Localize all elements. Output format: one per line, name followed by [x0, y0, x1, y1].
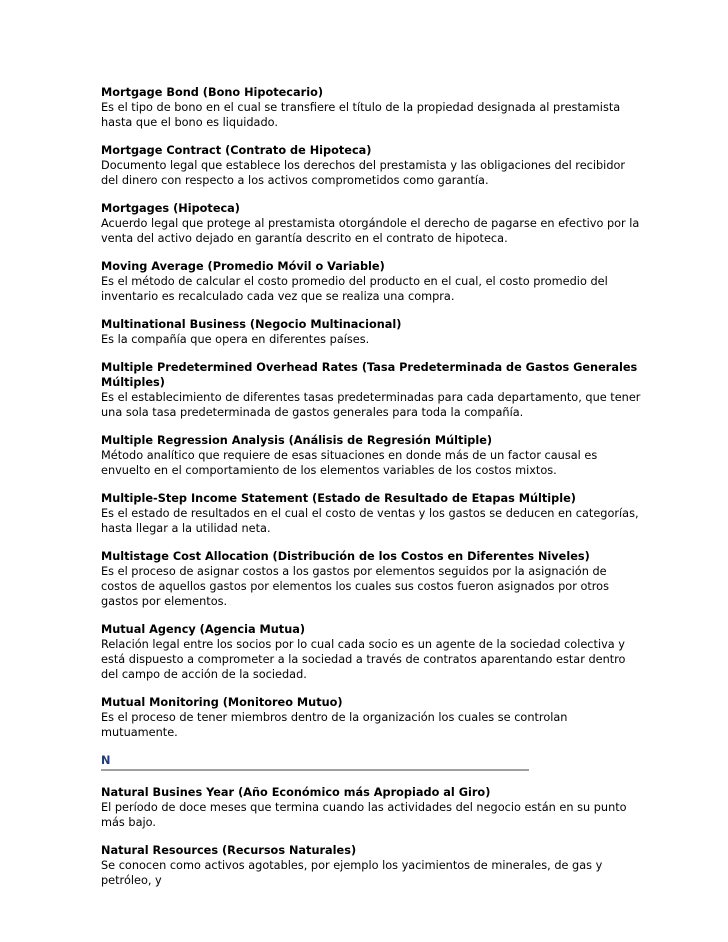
entry-definition: Es el método de calcular el costo promedio del producto en el cual, el costo promedio del inventario es recalculado cada vez que se realiza una compra. — [101, 275, 608, 303]
glossary-entries-m — [101, 85, 641, 740]
entry-term: Multiple Predetermined Overhead Rates (Tasa Predeterminada de Gastos Generales Múltiples) — [101, 361, 638, 389]
glossary-entry — [101, 695, 641, 740]
entry-term: Multiple-Step Income Statement (Estado de Resultado de Etapas Múltiple) — [101, 492, 576, 505]
glossary-entry — [101, 259, 641, 304]
entry-definition: Es el tipo de bono en el cual se transfiere el título de la propiedad designada al prestamista hasta que el bono es liquidado. — [101, 101, 621, 129]
entry-definition: Es el proceso de asignar costos a los gastos por elementos seguidos por la asignación de costos de aquellos gastos por elementos los cuales sus costos fueron asignados por otros gastos por elementos. — [101, 565, 609, 608]
glossary-entries-n — [101, 785, 641, 888]
glossary-entry — [101, 317, 641, 347]
section-letter-heading: N — [101, 754, 111, 767]
entry-definition: El período de doce meses que termina cuando las actividades del negocio están en su punto más bajo. — [101, 801, 627, 829]
entry-definition: Se conocen como activos agotables, por ejemplo los yacimientos de minerales, de gas y petróleo, y — [101, 859, 603, 887]
entry-term: Multinational Business (Negocio Multinacional) — [101, 318, 402, 331]
glossary-entry — [101, 843, 641, 888]
entry-term: Mutual Monitoring (Monitoreo Mutuo) — [101, 696, 343, 709]
glossary-entry — [101, 433, 641, 478]
entry-definition: Es el establecimiento de diferentes tasas predeterminadas para cada departamento, que tener una sola tasa predeterminada de gastos generales para toda la compañía. — [101, 391, 641, 419]
entry-term: Multistage Cost Allocation (Distribución de los Costos en Diferentes Niveles) — [101, 550, 590, 563]
glossary-entry — [101, 201, 641, 246]
entry-term: Multiple Regression Analysis (Análisis de Regresión Múltiple) — [101, 434, 493, 447]
entry-definition: Documento legal que establece los derechos del prestamista y las obligaciones del recibidor del dinero con respecto a los activos comprometidos como garantía. — [101, 159, 626, 187]
glossary-entry — [101, 360, 641, 420]
entry-term: Mortgage Contract (Contrato de Hipoteca) — [101, 144, 372, 157]
entry-definition: Método analítico que requiere de esas situaciones en donde más de un factor causal es envuelto en el comportamiento de los elementos variables de los costos mixtos. — [101, 449, 598, 477]
entry-definition: Es el proceso de tener miembros dentro de la organización los cuales se controlan mutuamente. — [101, 711, 568, 739]
entry-term: Mutual Agency (Agencia Mutua) — [101, 623, 306, 636]
glossary-entry — [101, 85, 641, 130]
section-divider — [101, 769, 529, 771]
glossary-entry — [101, 549, 641, 609]
entry-definition: Es la compañía que opera en diferentes países. — [101, 333, 370, 346]
glossary-entry — [101, 143, 641, 188]
glossary-page — [101, 85, 641, 901]
entry-term: Mortgages (Hipoteca) — [101, 202, 240, 215]
entry-definition: Es el estado de resultados en el cual el costo de ventas y los gastos se deducen en categorías, hasta llegar a la utilidad neta. — [101, 507, 639, 535]
glossary-entry — [101, 785, 641, 830]
entry-term: Moving Average (Promedio Móvil o Variable) — [101, 260, 385, 273]
glossary-entry — [101, 491, 641, 536]
entry-term: Mortgage Bond (Bono Hipotecario) — [101, 86, 323, 99]
entry-term: Natural Resources (Recursos Naturales) — [101, 844, 357, 857]
glossary-entry — [101, 622, 641, 682]
entry-definition: Relación legal entre los socios por lo cual cada socio es un agente de la sociedad colectiva y está dispuesto a comprometer a la sociedad a través de contratos aparentando estar dentro del campo de acción de la sociedad. — [101, 638, 626, 681]
entry-term: Natural Busines Year (Año Económico más Apropiado al Giro) — [101, 786, 491, 799]
entry-definition: Acuerdo legal que protege al prestamista otorgándole el derecho de pagarse en efectivo por la venta del activo dejado en garantía descrito en el contrato de hipoteca. — [101, 217, 640, 245]
